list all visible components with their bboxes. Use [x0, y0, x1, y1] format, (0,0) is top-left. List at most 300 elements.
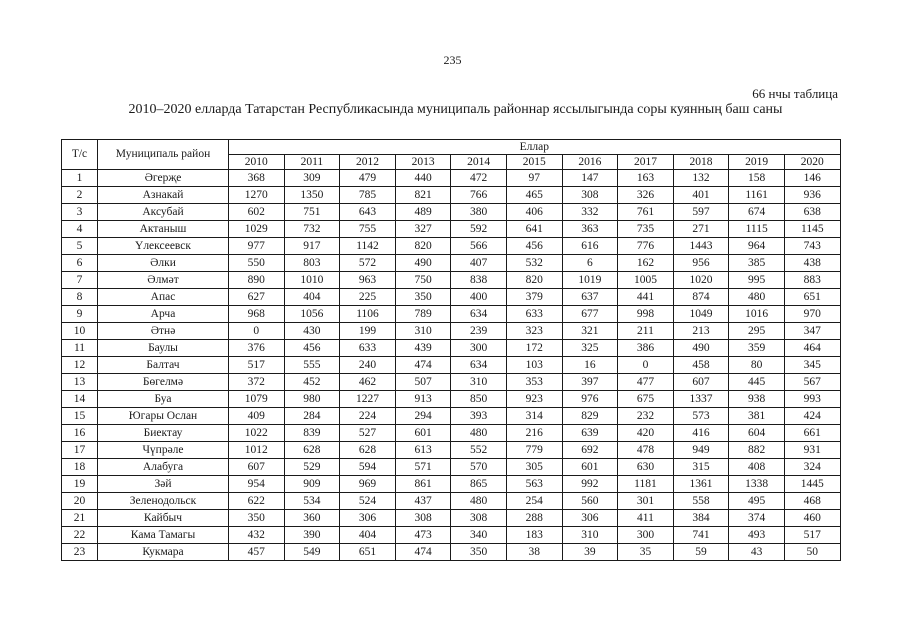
value-cell: 572 [340, 255, 396, 272]
value-cell: 97 [506, 170, 562, 187]
district-name-cell: Чүпрәле [98, 442, 229, 459]
value-cell: 755 [340, 221, 396, 238]
value-cell: 779 [506, 442, 562, 459]
row-number-cell: 1 [62, 170, 98, 187]
value-cell: 325 [562, 340, 618, 357]
value-cell: 534 [284, 493, 340, 510]
value-cell: 964 [729, 238, 785, 255]
header-year: 2019 [729, 155, 785, 170]
value-cell: 376 [229, 340, 285, 357]
value-cell: 1227 [340, 391, 396, 408]
value-cell: 308 [395, 510, 451, 527]
value-cell: 439 [395, 340, 451, 357]
row-number-cell: 21 [62, 510, 98, 527]
value-cell: 803 [284, 255, 340, 272]
value-cell: 300 [451, 340, 507, 357]
value-cell: 527 [340, 425, 396, 442]
table-row [62, 544, 841, 561]
row-number-cell: 13 [62, 374, 98, 391]
value-cell: 80 [729, 357, 785, 374]
value-cell: 633 [506, 306, 562, 323]
value-cell: 132 [673, 170, 729, 187]
header-year: 2012 [340, 155, 396, 170]
table-row [62, 323, 841, 340]
value-cell: 393 [451, 408, 507, 425]
value-cell: 956 [673, 255, 729, 272]
value-cell: 936 [784, 187, 840, 204]
district-name-cell: Кама Тамагы [98, 527, 229, 544]
value-cell: 305 [506, 459, 562, 476]
table-header [62, 140, 841, 170]
value-cell: 890 [229, 272, 285, 289]
value-cell: 438 [784, 255, 840, 272]
value-cell: 638 [784, 204, 840, 221]
value-cell: 172 [506, 340, 562, 357]
row-number-cell: 8 [62, 289, 98, 306]
value-cell: 326 [618, 187, 674, 204]
value-cell: 627 [229, 289, 285, 306]
value-cell: 39 [562, 544, 618, 561]
value-cell: 288 [506, 510, 562, 527]
value-cell: 381 [729, 408, 785, 425]
header-row-top [62, 140, 841, 155]
value-cell: 674 [729, 204, 785, 221]
value-cell: 969 [340, 476, 396, 493]
value-cell: 963 [340, 272, 396, 289]
row-number-cell: 7 [62, 272, 98, 289]
value-cell: 146 [784, 170, 840, 187]
table-row [62, 493, 841, 510]
value-cell: 474 [395, 544, 451, 561]
header-years-group: Еллар [229, 140, 841, 155]
value-cell: 993 [784, 391, 840, 408]
header-year: 2018 [673, 155, 729, 170]
value-cell: 861 [395, 476, 451, 493]
value-cell: 992 [562, 476, 618, 493]
value-cell: 865 [451, 476, 507, 493]
value-cell: 1029 [229, 221, 285, 238]
value-cell: 820 [395, 238, 451, 255]
value-cell: 524 [340, 493, 396, 510]
value-cell: 400 [451, 289, 507, 306]
value-cell: 616 [562, 238, 618, 255]
table-row [62, 289, 841, 306]
value-cell: 347 [784, 323, 840, 340]
value-cell: 458 [673, 357, 729, 374]
value-cell: 465 [506, 187, 562, 204]
value-cell: 158 [729, 170, 785, 187]
value-cell: 232 [618, 408, 674, 425]
value-cell: 789 [395, 306, 451, 323]
value-cell: 340 [451, 527, 507, 544]
value-cell: 558 [673, 493, 729, 510]
value-cell: 490 [395, 255, 451, 272]
value-cell: 550 [229, 255, 285, 272]
value-cell: 474 [395, 357, 451, 374]
value-cell: 183 [506, 527, 562, 544]
value-cell: 634 [451, 306, 507, 323]
header-year: 2016 [562, 155, 618, 170]
value-cell: 998 [618, 306, 674, 323]
header-year: 2010 [229, 155, 285, 170]
value-cell: 103 [506, 357, 562, 374]
table-row [62, 221, 841, 238]
table-body [62, 170, 841, 561]
value-cell: 416 [673, 425, 729, 442]
value-cell: 386 [618, 340, 674, 357]
value-cell: 452 [284, 374, 340, 391]
value-cell: 300 [618, 527, 674, 544]
table-row [62, 357, 841, 374]
table-row [62, 425, 841, 442]
value-cell: 838 [451, 272, 507, 289]
value-cell: 473 [395, 527, 451, 544]
value-cell: 390 [284, 527, 340, 544]
value-cell: 607 [229, 459, 285, 476]
value-cell: 404 [284, 289, 340, 306]
value-cell: 441 [618, 289, 674, 306]
value-cell: 477 [618, 374, 674, 391]
value-cell: 563 [506, 476, 562, 493]
table-row [62, 527, 841, 544]
value-cell: 480 [451, 493, 507, 510]
value-cell: 732 [284, 221, 340, 238]
value-cell: 495 [729, 493, 785, 510]
value-cell: 239 [451, 323, 507, 340]
value-cell: 735 [618, 221, 674, 238]
value-cell: 401 [673, 187, 729, 204]
value-cell: 622 [229, 493, 285, 510]
value-cell: 213 [673, 323, 729, 340]
district-name-cell: Балтач [98, 357, 229, 374]
value-cell: 294 [395, 408, 451, 425]
value-cell: 437 [395, 493, 451, 510]
value-cell: 555 [284, 357, 340, 374]
value-cell: 310 [451, 374, 507, 391]
value-cell: 1443 [673, 238, 729, 255]
value-cell: 570 [451, 459, 507, 476]
value-cell: 677 [562, 306, 618, 323]
header-year: 2015 [506, 155, 562, 170]
value-cell: 468 [784, 493, 840, 510]
value-cell: 651 [340, 544, 396, 561]
value-cell: 850 [451, 391, 507, 408]
value-cell: 406 [506, 204, 562, 221]
page-number: 235 [443, 53, 462, 67]
value-cell: 597 [673, 204, 729, 221]
value-cell: 1010 [284, 272, 340, 289]
district-name-cell: Бөгелмә [98, 374, 229, 391]
table-row [62, 374, 841, 391]
value-cell: 970 [784, 306, 840, 323]
value-cell: 306 [562, 510, 618, 527]
header-year: 2014 [451, 155, 507, 170]
value-cell: 310 [395, 323, 451, 340]
value-cell: 493 [729, 527, 785, 544]
value-cell: 917 [284, 238, 340, 255]
row-number-cell: 22 [62, 527, 98, 544]
value-cell: 35 [618, 544, 674, 561]
district-name-cell: Кукмара [98, 544, 229, 561]
value-cell: 1016 [729, 306, 785, 323]
value-cell: 59 [673, 544, 729, 561]
value-cell: 602 [229, 204, 285, 221]
district-name-cell: Кайбыч [98, 510, 229, 527]
header-year: 2013 [395, 155, 451, 170]
row-number-cell: 18 [62, 459, 98, 476]
value-cell: 460 [784, 510, 840, 527]
value-cell: 829 [562, 408, 618, 425]
value-cell: 976 [562, 391, 618, 408]
value-cell: 321 [562, 323, 618, 340]
district-name-cell: Зәй [98, 476, 229, 493]
table-title: 2010–2020 елларда Татарстан Республикасында муниципаль районнар яссылыгында соры куянның баш саны [128, 102, 783, 117]
value-cell: 480 [451, 425, 507, 442]
value-cell: 271 [673, 221, 729, 238]
value-cell: 43 [729, 544, 785, 561]
district-name-cell: Үлексеевск [98, 238, 229, 255]
value-cell: 216 [506, 425, 562, 442]
value-cell: 457 [229, 544, 285, 561]
value-cell: 306 [340, 510, 396, 527]
table-row [62, 476, 841, 493]
value-cell: 839 [284, 425, 340, 442]
district-name-cell: Әлмәт [98, 272, 229, 289]
value-cell: 1019 [562, 272, 618, 289]
value-cell: 420 [618, 425, 674, 442]
value-cell: 1338 [729, 476, 785, 493]
value-cell: 968 [229, 306, 285, 323]
table-row [62, 306, 841, 323]
value-cell: 308 [562, 187, 618, 204]
value-cell: 162 [618, 255, 674, 272]
value-cell: 604 [729, 425, 785, 442]
value-cell: 456 [284, 340, 340, 357]
row-number-cell: 2 [62, 187, 98, 204]
value-cell: 225 [340, 289, 396, 306]
value-cell: 445 [729, 374, 785, 391]
value-cell: 314 [506, 408, 562, 425]
value-cell: 776 [618, 238, 674, 255]
value-cell: 353 [506, 374, 562, 391]
value-cell: 38 [506, 544, 562, 561]
district-name-cell: Аксубай [98, 204, 229, 221]
value-cell: 751 [284, 204, 340, 221]
value-cell: 532 [506, 255, 562, 272]
value-cell: 1012 [229, 442, 285, 459]
value-cell: 628 [284, 442, 340, 459]
value-cell: 363 [562, 221, 618, 238]
district-name-cell: Алабуга [98, 459, 229, 476]
value-cell: 601 [395, 425, 451, 442]
value-cell: 384 [673, 510, 729, 527]
value-cell: 199 [340, 323, 396, 340]
value-cell: 1161 [729, 187, 785, 204]
value-cell: 1106 [340, 306, 396, 323]
district-name-cell: Баулы [98, 340, 229, 357]
value-cell: 490 [673, 340, 729, 357]
value-cell: 407 [451, 255, 507, 272]
row-number-cell: 20 [62, 493, 98, 510]
value-cell: 637 [562, 289, 618, 306]
value-cell: 923 [506, 391, 562, 408]
value-cell: 310 [562, 527, 618, 544]
row-number-cell: 15 [62, 408, 98, 425]
table-row [62, 238, 841, 255]
value-cell: 240 [340, 357, 396, 374]
value-cell: 641 [506, 221, 562, 238]
value-cell: 254 [506, 493, 562, 510]
value-cell: 295 [729, 323, 785, 340]
value-cell: 345 [784, 357, 840, 374]
value-cell: 785 [340, 187, 396, 204]
value-cell: 882 [729, 442, 785, 459]
value-cell: 50 [784, 544, 840, 561]
value-cell: 995 [729, 272, 785, 289]
value-cell: 350 [451, 544, 507, 561]
row-number-cell: 3 [62, 204, 98, 221]
table-row [62, 510, 841, 527]
value-cell: 1079 [229, 391, 285, 408]
value-cell: 224 [340, 408, 396, 425]
value-cell: 301 [618, 493, 674, 510]
row-number-cell: 6 [62, 255, 98, 272]
value-cell: 692 [562, 442, 618, 459]
header-district: Муниципаль район [98, 140, 229, 170]
value-cell: 360 [284, 510, 340, 527]
district-name-cell: Әтнә [98, 323, 229, 340]
table-row [62, 391, 841, 408]
value-cell: 147 [562, 170, 618, 187]
table-row [62, 459, 841, 476]
table-row [62, 255, 841, 272]
value-cell: 479 [340, 170, 396, 187]
row-number-cell: 5 [62, 238, 98, 255]
value-cell: 549 [284, 544, 340, 561]
value-cell: 411 [618, 510, 674, 527]
value-cell: 743 [784, 238, 840, 255]
value-cell: 432 [229, 527, 285, 544]
value-cell: 954 [229, 476, 285, 493]
table-row [62, 340, 841, 357]
value-cell: 424 [784, 408, 840, 425]
table-number: 66 нчы таблица [752, 86, 838, 101]
value-cell: 883 [784, 272, 840, 289]
value-cell: 332 [562, 204, 618, 221]
value-cell: 1005 [618, 272, 674, 289]
header-year: 2020 [784, 155, 840, 170]
value-cell: 409 [229, 408, 285, 425]
value-cell: 529 [284, 459, 340, 476]
row-number-cell: 19 [62, 476, 98, 493]
district-name-cell: Азнакай [98, 187, 229, 204]
value-cell: 380 [451, 204, 507, 221]
value-cell: 507 [395, 374, 451, 391]
value-cell: 639 [562, 425, 618, 442]
value-cell: 628 [340, 442, 396, 459]
value-cell: 938 [729, 391, 785, 408]
district-name-cell: Арча [98, 306, 229, 323]
value-cell: 594 [340, 459, 396, 476]
table-row [62, 408, 841, 425]
value-cell: 601 [562, 459, 618, 476]
value-cell: 0 [229, 323, 285, 340]
value-cell: 643 [340, 204, 396, 221]
value-cell: 315 [673, 459, 729, 476]
value-cell: 1350 [284, 187, 340, 204]
value-cell: 931 [784, 442, 840, 459]
data-table [61, 139, 841, 561]
value-cell: 630 [618, 459, 674, 476]
value-cell: 821 [395, 187, 451, 204]
value-cell: 430 [284, 323, 340, 340]
value-cell: 480 [729, 289, 785, 306]
row-number-cell: 4 [62, 221, 98, 238]
value-cell: 750 [395, 272, 451, 289]
value-cell: 613 [395, 442, 451, 459]
value-cell: 1270 [229, 187, 285, 204]
value-cell: 16 [562, 357, 618, 374]
table-row [62, 204, 841, 221]
value-cell: 675 [618, 391, 674, 408]
value-cell: 440 [395, 170, 451, 187]
row-number-cell: 12 [62, 357, 98, 374]
header-row-number: Т/с [62, 140, 98, 170]
value-cell: 6 [562, 255, 618, 272]
value-cell: 464 [784, 340, 840, 357]
value-cell: 1049 [673, 306, 729, 323]
district-name-cell: Апас [98, 289, 229, 306]
district-name-cell: Әлки [98, 255, 229, 272]
row-number-cell: 17 [62, 442, 98, 459]
row-number-cell: 11 [62, 340, 98, 357]
value-cell: 761 [618, 204, 674, 221]
value-cell: 1020 [673, 272, 729, 289]
table-row [62, 187, 841, 204]
value-cell: 661 [784, 425, 840, 442]
value-cell: 633 [340, 340, 396, 357]
value-cell: 404 [340, 527, 396, 544]
value-cell: 741 [673, 527, 729, 544]
value-cell: 456 [506, 238, 562, 255]
value-cell: 385 [729, 255, 785, 272]
district-name-cell: Зеленодольск [98, 493, 229, 510]
value-cell: 350 [229, 510, 285, 527]
row-number-cell: 23 [62, 544, 98, 561]
value-cell: 350 [395, 289, 451, 306]
value-cell: 949 [673, 442, 729, 459]
value-cell: 324 [784, 459, 840, 476]
row-number-cell: 16 [62, 425, 98, 442]
value-cell: 489 [395, 204, 451, 221]
value-cell: 634 [451, 357, 507, 374]
value-cell: 980 [284, 391, 340, 408]
value-cell: 913 [395, 391, 451, 408]
row-number-cell: 9 [62, 306, 98, 323]
value-cell: 284 [284, 408, 340, 425]
value-cell: 309 [284, 170, 340, 187]
district-name-cell: Югары Ослан [98, 408, 229, 425]
value-cell: 607 [673, 374, 729, 391]
value-cell: 397 [562, 374, 618, 391]
value-cell: 374 [729, 510, 785, 527]
table-row [62, 442, 841, 459]
value-cell: 1181 [618, 476, 674, 493]
value-cell: 478 [618, 442, 674, 459]
value-cell: 567 [784, 374, 840, 391]
value-cell: 592 [451, 221, 507, 238]
value-cell: 1115 [729, 221, 785, 238]
